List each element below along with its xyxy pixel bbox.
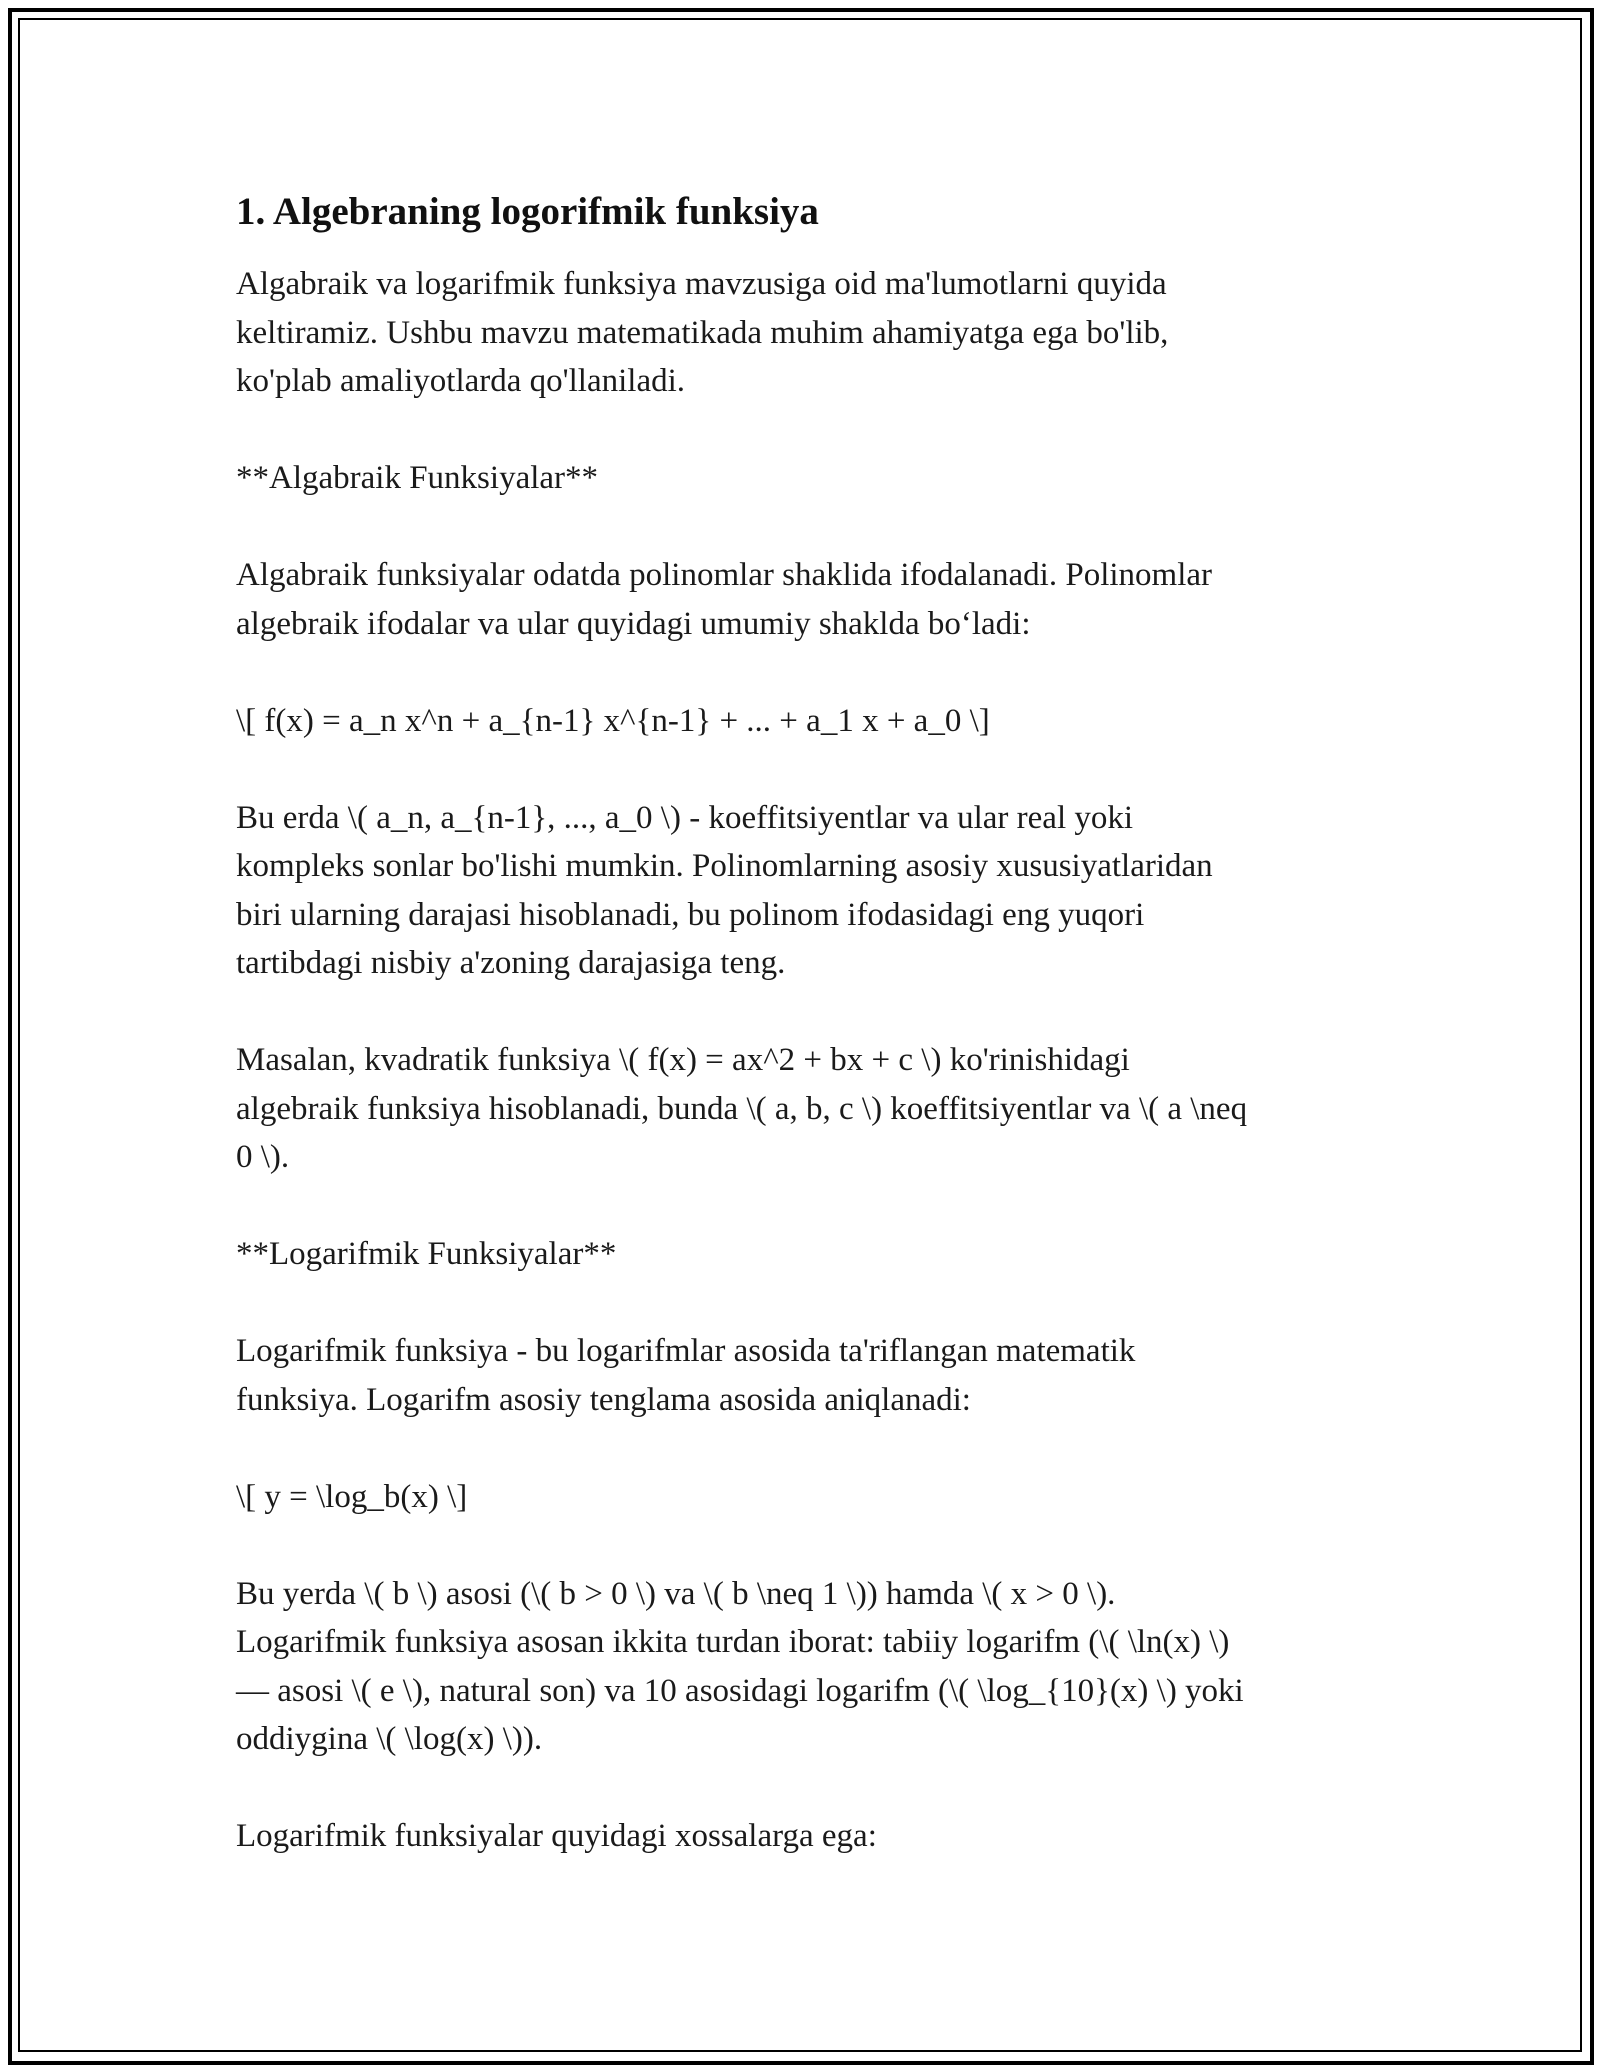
formula-polynomial: \[ f(x) = a_n x^n + a_{n-1} x^{n-1} + ... + a_1 x + a_0 \] — [236, 702, 990, 739]
document-body — [236, 188, 1386, 1909]
paragraph-algebraic-definition: Algabraik funksiyalar odatda polinomlar shaklida ifodalanadi. Polinomlar algebraik ifodalar va ular quyidagi umumiy shaklda bo‘ladi: — [236, 557, 1212, 642]
paragraph-logarithmic-definition: Logarifmik funksiya - bu logarifmlar asosida ta'riflangan matematik funksiya. Logarifm asosiy tenglama asosida aniqlanadi: — [236, 1333, 1136, 1418]
document-title: 1. Algebraning logorifmik funksiya — [236, 190, 819, 233]
paragraph-properties-intro: Logarifmik funksiyalar quyidagi xossalarga ega: — [236, 1818, 877, 1854]
paragraph-intro: Algabraik va logarifmik funksiya mavzusiga oid ma'lumotlarni quyida keltiramiz. Ushbu mavzu matematikada muhim ahamiyatga ega bo'lib, ko'plab amaliyotlarda qo'llaniladi. — [236, 266, 1169, 399]
paragraph-coefficients: Bu erda \( a_n, a_{n-1}, ..., a_0 \) - koeffitsiyentlar va ular real yoki kompleks sonlar bo'lishi mumkin. Polinomlarning asosiy xususiyatlaridan biri ularning darajasi hisoblanadi, bu polinom ifodasidagi eng yuqori tartibdagi nisbiy a'zoning darajasiga teng. — [236, 799, 1213, 981]
heading-algebraic-functions: **Algabraik Funksiyalar** — [236, 460, 599, 496]
heading-logarithmic-functions: **Logarifmik Funksiyalar** — [236, 1236, 617, 1272]
formula-logarithm: \[ y = \log_b(x) \] — [236, 1478, 468, 1515]
paragraph-logarithm-types: Bu yerda \( b \) asosi (\( b > 0 \) va \( b \neq 1 \)) hamda \( x > 0 \). Logarifmik funksiya asosan ikkita turdan iborat: tabiiy logarifm (\( \ln(x) \) — asosi \( e \), natural son) va 10 asosidagi logarifm (\( \log_{10}(x) \) yoki oddiygina \( \log(x) \)). — [236, 1575, 1244, 1757]
paragraph-quadratic-example: Masalan, kvadratik funksiya \( f(x) = ax^2 + bx + c \) ko'rinishidagi algebraik funksiya hisoblanadi, bunda \( a, b, c \) koeffitsiyentlar va \( a \neq 0 \). — [236, 1042, 1248, 1175]
